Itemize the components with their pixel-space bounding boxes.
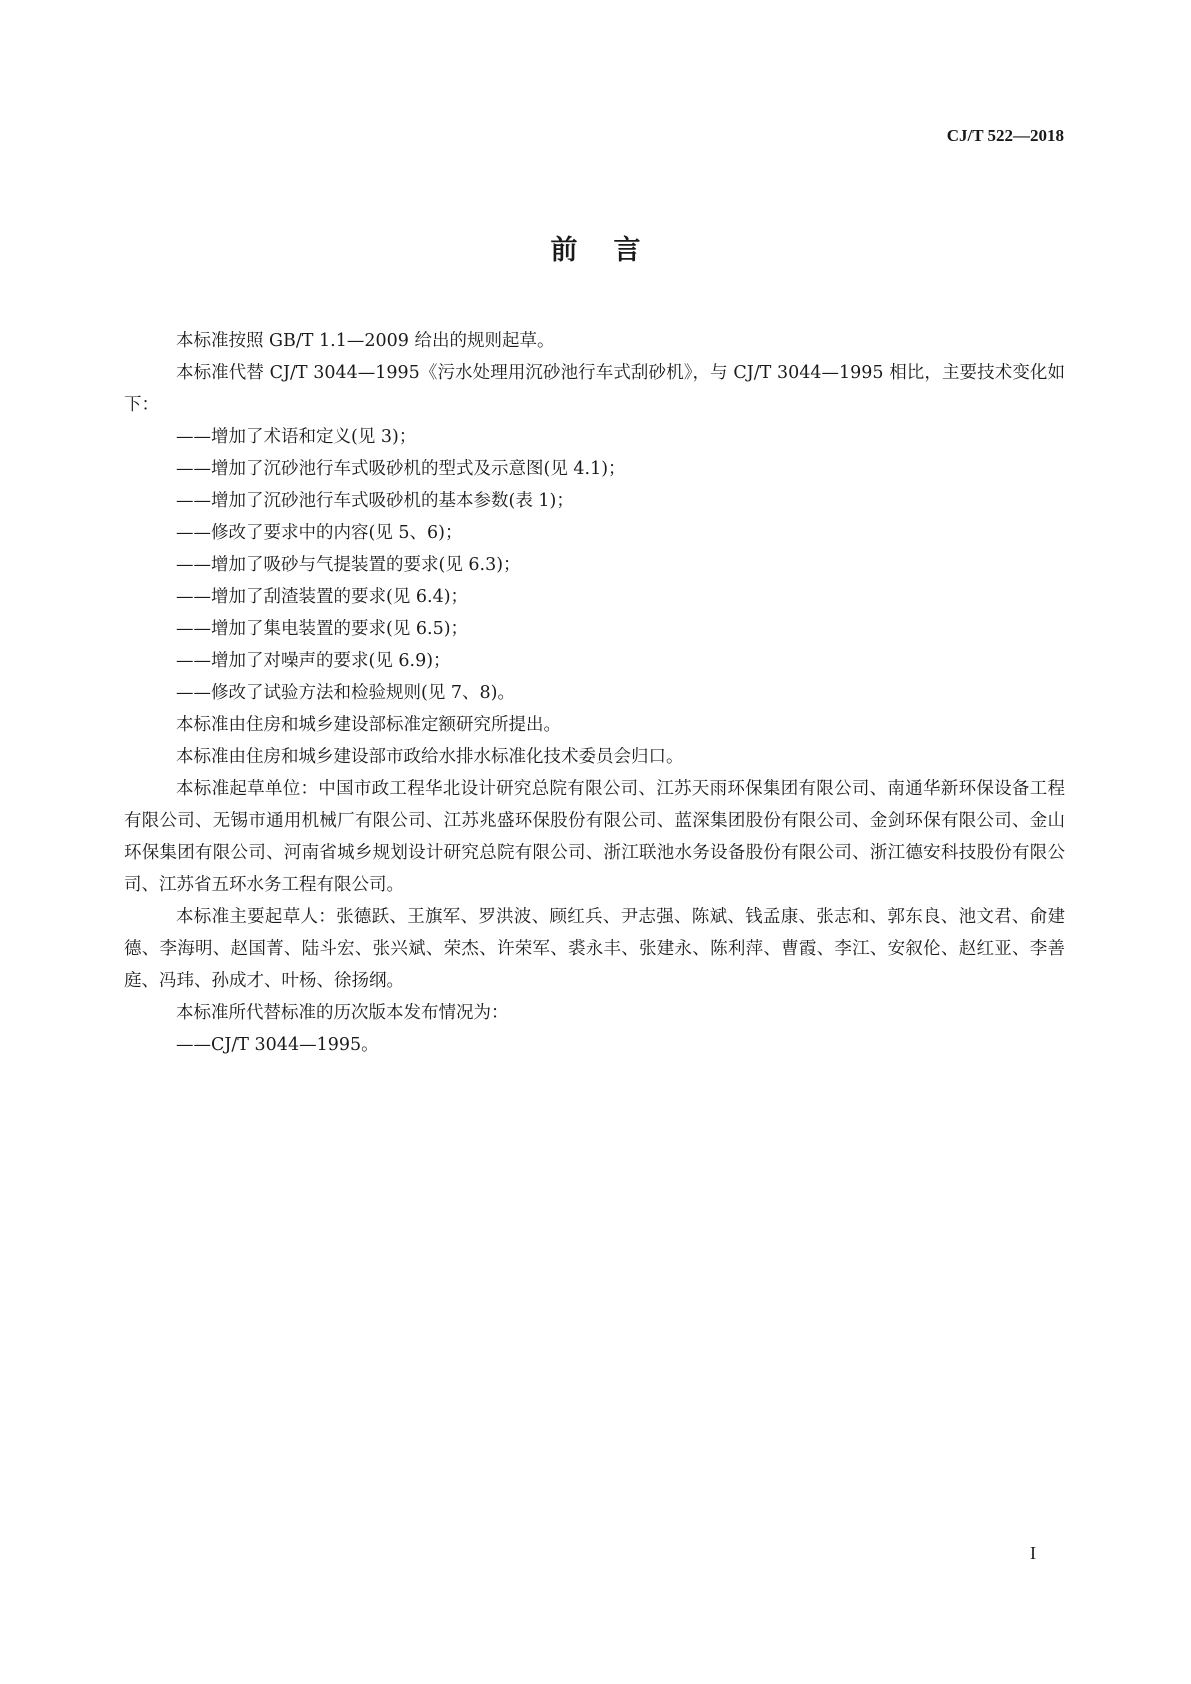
list-item: ——增加了沉砂池行车式吸砂机的型式及示意图(见 4.1)； [176,459,626,479]
list-item: ——修改了要求中的内容(见 5、6)； [176,523,463,543]
paragraph: 本标准由住房和城乡建设部市政给水排水标准化技术委员会归口。 [176,747,684,767]
paragraph: 本标准主要起草人：张德跃、王旗军、罗洪波、顾红兵、尹志强、陈斌、钱孟康、张志和、郭东良、池文君、俞建德、李海明、赵国菁、陆斗宏、张兴斌、荣杰、许荣军、裘永丰、张建永、陈利萍、曹霞、李江、安叙伦、赵红亚、李善庭、冯玮、孙成才、叶杨、徐扬纲。 [124,907,1065,991]
list-item: ——增加了吸砂与气提装置的要求(见 6.3)； [176,555,521,575]
paragraph: 本标准所代替标准的历次版本发布情况为： [176,1003,509,1023]
standard-code: CJ/T 522—2018 [946,126,1064,145]
list-item: ——增加了集电装置的要求(见 6.5)； [176,619,469,639]
paragraph: 本标准按照 GB/T 1.1—2009 给出的规则起草。 [176,331,555,351]
page-number: I [1030,1543,1036,1563]
foreword-body [124,325,1065,1061]
list-item: ——增加了对噪声的要求(见 6.9)； [176,651,451,671]
page-title: 前言 [550,235,677,266]
paragraph: 本标准由住房和城乡建设部标准定额研究所提出。 [176,715,561,735]
list-item: ——CJ/T 3044—1995。 [176,1035,379,1055]
list-item: ——修改了试验方法和检验规则(见 7、8)。 [176,683,515,703]
paragraph: 本标准起草单位：中国市政工程华北设计研究总院有限公司、江苏天雨环保集团有限公司、南通华新环保设备工程有限公司、无锡市通用机械厂有限公司、江苏兆盛环保股份有限公司、蓝深集团股份有限公司、金剑环保有限公司、金山环保集团有限公司、河南省城乡规划设计研究总院有限公司、浙江联池水务设备股份有限公司、浙江德安科技股份有限公司、江苏省五环水务工程有限公司。 [124,779,1065,895]
list-item: ——增加了沉砂池行车式吸砂机的基本参数(表 1)； [176,491,574,511]
list-item: ——增加了术语和定义(见 3)； [176,427,417,447]
list-item: ——增加了刮渣装置的要求(见 6.4)； [176,587,469,607]
paragraph: 本标准代替 CJ/T 3044—1995《污水处理用沉砂池行车式刮砂机》，与 CJ/T 3044—1995 相比，主要技术变化如下： [124,363,1065,415]
